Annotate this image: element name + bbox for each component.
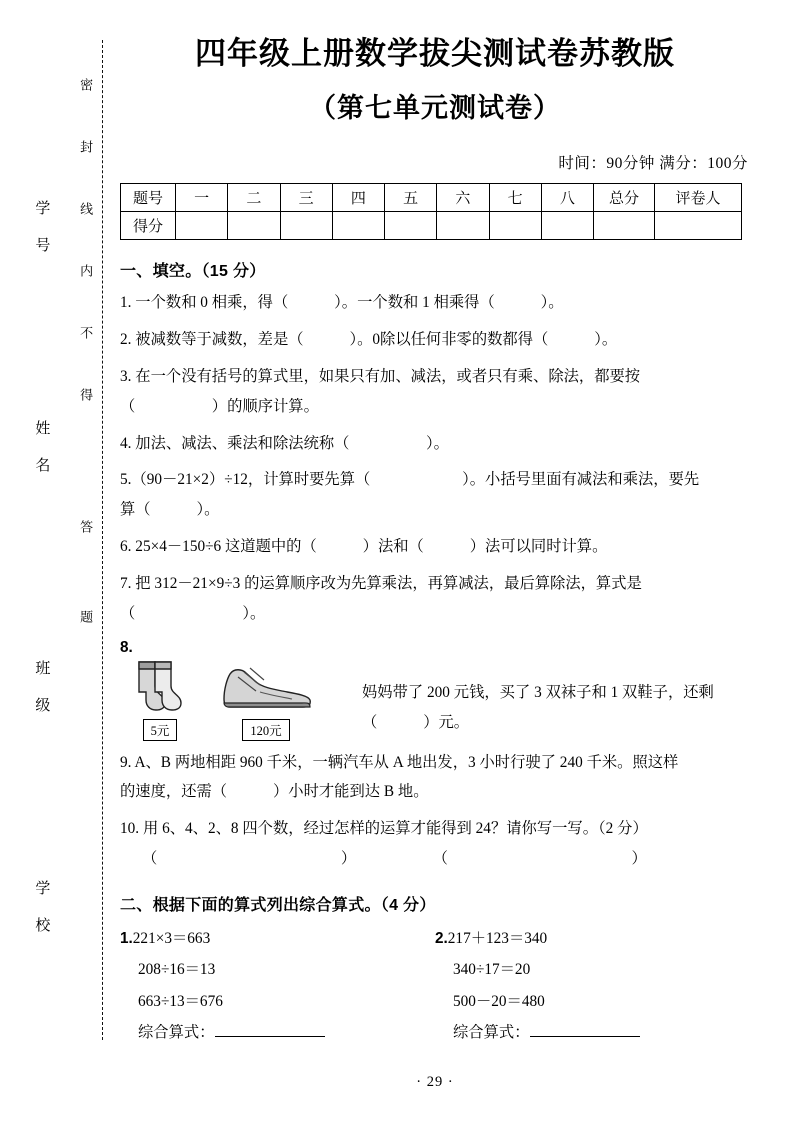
question-4: 4. 加法、减法、乘法和除法统称（ ）。 [120,434,449,452]
section-2-body [120,923,750,1048]
question-9: 9. A、B 两地相距 960 千米，一辆汽车从 A 地出发，3 小时行驶了 240 千米。照这样 [120,753,679,771]
cell-四: 四 [332,184,384,212]
question-7: 7. 把 312－21×9÷3 的运算顺序改为先算乘法，再算减法，最后算除法，算式是 [120,574,642,592]
question-8-text: 妈妈带了 200 元钱，买了 3 双袜子和 1 双鞋子，还剩（ ）元。 [362,684,714,731]
cell-二: 二 [228,184,280,212]
question-6: 6. 25×4－150÷6 这道题中的（ ）法和（ ）法可以同时计算。 [120,538,608,556]
cell-得分: 得分 [121,212,176,240]
socks-illustration [120,659,200,741]
item-1-eq-3: 663÷13＝676 [138,992,223,1010]
score-input-7[interactable] [489,212,541,240]
score-table [120,183,742,240]
seal-label-mi-text: 密 [78,78,94,94]
score-input-5[interactable] [385,212,437,240]
item-2-eq-2: 340÷17＝20 [453,961,531,979]
seal-label-da-text: 答 [78,520,94,536]
seal-label-feng-text: 封 [78,140,94,156]
section-1-heading: 一、填空。（15 分） [120,263,266,281]
item-2-eq-3: 500－20＝480 [453,992,545,1010]
item-1-answer [120,1017,435,1048]
item-2-answer-blank[interactable] [530,1022,640,1037]
cell-五: 五 [385,184,437,212]
seal-label-de-text: 得 [78,388,94,404]
cell-三: 三 [280,184,332,212]
page-number: · 29 · [416,1074,454,1091]
section-2-item-2 [435,923,750,1048]
score-input-8[interactable] [541,212,593,240]
cell-题号: 题号 [121,184,176,212]
seal-label-ti [54,610,116,630]
question-5: 5.（90－21×2）÷12，计算时要先算（ ）。小括号里面有减法和乘法，要先 [120,471,700,489]
seal-label-xian-text: 线 [78,202,94,218]
item-1-number: 1. [120,929,133,947]
score-input-6[interactable] [437,212,489,240]
item-2-answer [435,1017,750,1048]
question-3-cont: （ ）的顺序计算。 [120,397,319,415]
question-10-answer-row: （ ） （ ） [142,850,647,868]
field-class [10,660,72,719]
score-input-2[interactable] [228,212,280,240]
question-8-row [120,659,750,741]
shoe-price-tag: 120元 [242,719,289,741]
question-8 [120,639,750,741]
item-2-answer-label: 综合算式： [453,1023,530,1041]
field-class-label: 班 级 [33,660,50,715]
seal-label-feng [54,140,116,160]
item-1-answer-label: 综合算式： [138,1023,215,1041]
shoe-illustration [216,659,316,741]
exam-meta: 时间：90分钟 满分：100分 [558,155,748,173]
socks-icon [121,659,199,711]
question-7-cont: （ ）。 [120,604,266,622]
field-school-label: 学 校 [33,880,50,935]
field-school [10,880,72,939]
item-2-eq-1: 217＋123＝340 [447,929,548,947]
score-input-total[interactable] [594,212,655,240]
question-1: 1. 一个数和 0 相乘，得（ ）。一个数和 1 相乘得（ ）。 [120,294,564,312]
item-1-eq-2: 208÷16＝13 [138,961,216,979]
cell-六: 六 [437,184,489,212]
seal-label-ti-text: 题 [78,610,94,626]
question-2: 2. 被减数等于减数，差是（ ）。0除以任何非零的数都得（ ）。 [120,331,618,349]
table-row [121,212,742,240]
section-2-heading: 二、根据下面的算式列出综合算式。（4 分） [120,896,436,914]
item-1-line-1 [120,923,435,954]
score-input-1[interactable] [176,212,228,240]
item-1-eq-1: 221×3＝663 [132,929,211,947]
score-input-3[interactable] [280,212,332,240]
seal-label-nei-text: 内 [78,264,94,280]
sock-price-tag: 5元 [143,719,178,741]
score-input-4[interactable] [332,212,384,240]
question-9-cont: 的速度，还需（ ）小时才能到达 B 地。 [120,783,429,801]
question-3: 3. 在一个没有括号的算式里，如果只有加、减法，或者只有乘、除法，都要按 [120,367,641,385]
table-row [121,184,742,212]
cell-一: 一 [176,184,228,212]
field-name [10,420,72,479]
page-subtitle: （第七单元测试卷） [309,93,561,124]
cell-评卷人: 评卷人 [655,184,742,212]
item-2-line-1 [435,923,750,954]
item-2-number: 2. [435,929,448,947]
binding-strip [33,40,116,1040]
section-2-item-1 [120,923,435,1048]
score-input-reviewer[interactable] [655,212,742,240]
seal-label-bu-text: 不 [78,326,94,342]
question-5-cont: 算（ ）。 [120,501,220,519]
question-10: 10. 用 6、4、2、8 四个数，经过怎样的运算才能得到 24？请你写一写。（2 分） [120,820,648,838]
cell-七: 七 [489,184,541,212]
question-8-number: 8. [120,638,133,656]
cell-总分: 总分 [594,184,655,212]
seal-label-nei [54,264,116,284]
cell-八: 八 [541,184,593,212]
exam-paper [120,34,750,1091]
field-student-id [10,200,72,259]
seal-label-bu [54,326,116,346]
shoe-icon [216,659,316,711]
seal-label-da [54,520,116,540]
field-name-label: 姓 名 [33,420,50,475]
field-student-id-label: 学 号 [33,200,50,255]
item-1-answer-blank[interactable] [215,1022,325,1037]
seal-label-mi [54,78,116,98]
seal-label-de [54,388,116,408]
page-title: 四年级上册数学拔尖测试卷苏教版 [195,36,675,71]
